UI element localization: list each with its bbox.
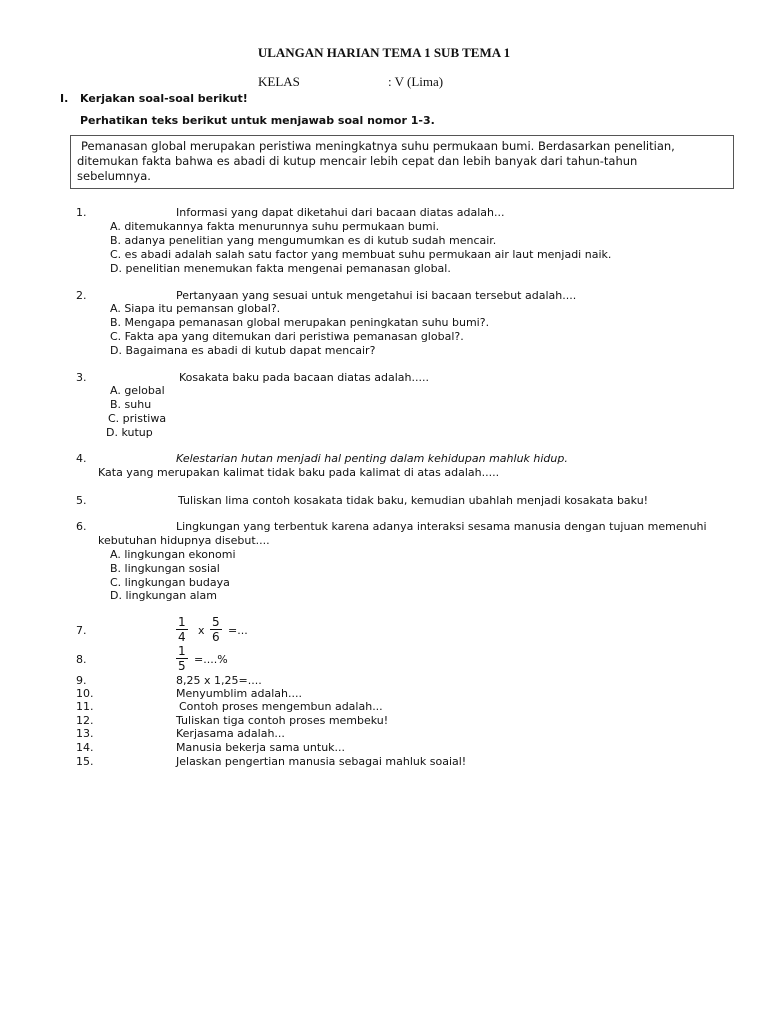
fraction-numerator: 5 xyxy=(212,615,220,629)
question-number: 4. xyxy=(76,452,87,465)
passage-line: Pemanasan global merupakan peristiwa meningkatnya suhu permukaan bumi. Berdasarkan penelitian, xyxy=(81,139,675,153)
question-text: Kata yang merupakan kalimat tidak baku pada kalimat di atas adalah..... xyxy=(98,466,500,479)
option-d: D. kutup xyxy=(106,426,153,439)
option-c: C. lingkungan budaya xyxy=(110,576,230,589)
question-number: 15. xyxy=(76,755,94,768)
fraction-five-sixths xyxy=(210,615,222,644)
option-b: B. adanya penelitian yang mengumumkan es di kutub sudah mencair. xyxy=(110,234,497,247)
option-a: A. gelobal xyxy=(110,384,165,397)
page-title: ULANGAN HARIAN TEMA 1 SUB TEMA 1 xyxy=(257,45,511,60)
fraction-one-quarter xyxy=(176,615,188,644)
question-number: 5. xyxy=(76,494,87,507)
option-b: B. suhu xyxy=(110,398,152,411)
fraction-denominator: 5 xyxy=(178,659,186,673)
fraction-denominator: 4 xyxy=(178,630,186,644)
option-a: A. lingkungan ekonomi xyxy=(110,548,236,561)
question-number: 7. xyxy=(76,624,87,637)
option-c: C. pristiwa xyxy=(108,412,167,425)
question-text: kebutuhan hidupnya disebut.... xyxy=(98,534,270,547)
question-text: Kerjasama adalah... xyxy=(176,727,285,740)
option-c: C. es abadi adalah salah satu factor yang membuat suhu permukaan air laut menjadi naik. xyxy=(110,248,612,261)
option-b: B. lingkungan sosial xyxy=(110,562,220,575)
option-a: A. Siapa itu pemansan global?. xyxy=(110,302,281,315)
option-d: D. Bagaimana es abadi di kutub dapat mencair? xyxy=(110,344,376,357)
question-text: =... xyxy=(228,624,248,637)
question-number: 1. xyxy=(76,206,87,219)
question-number: 14. xyxy=(76,741,94,754)
question-text: Pertanyaan yang sesuai untuk mengetahui isi bacaan tersebut adalah.... xyxy=(176,289,577,302)
section-instruction: Kerjakan soal-soal berikut! xyxy=(80,92,248,105)
question-text: Menyumblim adalah.... xyxy=(176,687,302,700)
question-number: 10. xyxy=(76,687,94,700)
passage-line: ditemukan fakta bahwa es abadi di kutup mencair lebih cepat dan lebih banyak dari tahun-tahun xyxy=(77,154,638,168)
question-text: =....% xyxy=(194,653,228,666)
option-d: D. penelitian menemukan fakta mengenai pemanasan global. xyxy=(110,262,451,275)
question-text: Manusia bekerja sama untuk... xyxy=(176,741,346,754)
question-text: Kosakata baku pada bacaan diatas adalah..... xyxy=(179,371,429,384)
option-c: C. Fakta apa yang ditemukan dari peristiwa pemanasan global?. xyxy=(110,330,464,343)
section-number: I. xyxy=(60,92,69,105)
reading-passage xyxy=(70,135,734,189)
question-text: Tuliskan lima contoh kosakata tidak baku, kemudian ubahlah menjadi kosakata baku! xyxy=(178,494,649,507)
kelas-value: : V (Lima) xyxy=(388,74,444,89)
question-number: 8. xyxy=(76,653,87,666)
question-number: 3. xyxy=(76,371,87,384)
question-number: 13. xyxy=(76,727,94,740)
times-sign: x xyxy=(198,624,205,637)
passage-line: sebelumnya. xyxy=(77,169,151,183)
question-text: Lingkungan yang terbentuk karena adanya interaksi sesama manusia dengan tujuan memenuhi xyxy=(176,520,707,533)
option-b: B. Mengapa pemanasan global merupakan peningkatan suhu bumi?. xyxy=(110,316,490,329)
fraction-denominator: 6 xyxy=(212,630,220,644)
question-text: Tuliskan tiga contoh proses membeku! xyxy=(176,714,389,727)
question-number: 2. xyxy=(76,289,87,302)
option-d: D. lingkungan alam xyxy=(110,589,217,602)
question-number: 6. xyxy=(76,520,87,533)
kelas-label: KELAS xyxy=(258,74,300,89)
question-text: Contoh proses mengembun adalah... xyxy=(179,700,383,713)
question-text: 8,25 x 1,25=.... xyxy=(176,674,262,687)
question-number: 12. xyxy=(76,714,94,727)
question-number: 11. xyxy=(76,700,94,713)
question-text: Jelaskan pengertian manusia sebagai mahluk soaial! xyxy=(176,755,467,768)
fraction-numerator: 1 xyxy=(178,615,186,629)
option-a: A. ditemukannya fakta menurunnya suhu permukaan bumi. xyxy=(110,220,440,233)
question-number: 9. xyxy=(76,674,87,687)
fraction-one-fifth xyxy=(176,644,188,673)
question-text: Informasi yang dapat diketahui dari bacaan diatas adalah... xyxy=(176,206,505,219)
fraction-numerator: 1 xyxy=(178,644,186,658)
question-sentence: Kelestarian hutan menjadi hal penting dalam kehidupan mahluk hidup. xyxy=(176,452,568,465)
passage-instruction: Perhatikan teks berikut untuk menjawab soal nomor 1-3. xyxy=(80,114,435,127)
